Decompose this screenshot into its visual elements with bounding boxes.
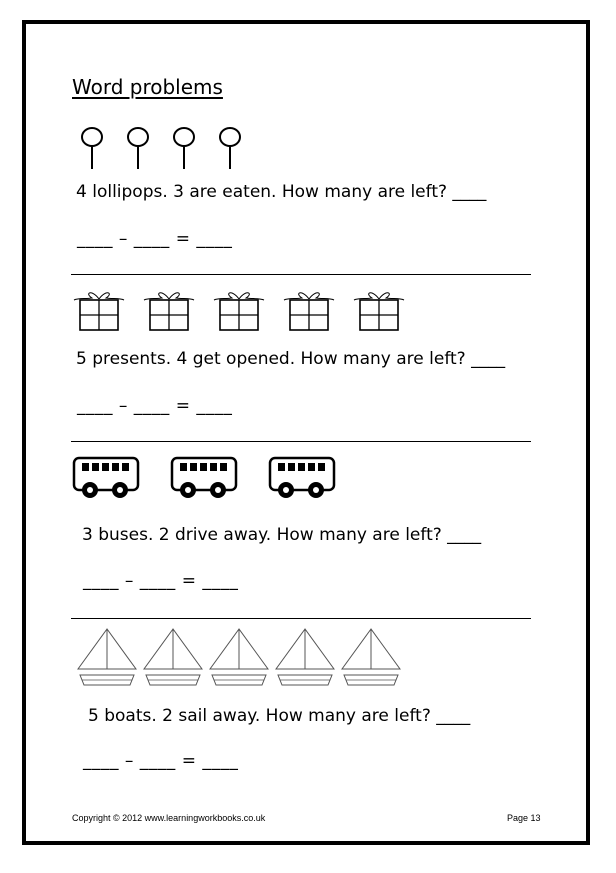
present-icon [214, 293, 264, 330]
boat-icon [342, 629, 400, 685]
question-presents: 5 presents. 4 get opened. How many are left? ____ [76, 349, 506, 369]
boat-icon [144, 629, 202, 685]
boat-pictures [76, 626, 406, 690]
equation-buses: ____ – ____ = ____ [83, 571, 239, 591]
equation-lollipops: ____ – ____ = ____ [77, 229, 233, 249]
lollipop-pictures [72, 125, 252, 173]
present-pictures [74, 288, 414, 334]
boat-icon [210, 629, 268, 685]
present-icon [144, 293, 194, 330]
question-boats: 5 boats. 2 sail away. How many are left? ____ [88, 706, 471, 726]
divider [71, 441, 531, 442]
present-icon [74, 293, 124, 330]
divider [71, 274, 531, 275]
page-number: Page 13 [507, 813, 541, 823]
question-buses: 3 buses. 2 drive away. How many are left? ____ [82, 525, 482, 545]
present-icon [354, 293, 404, 330]
page-title: Word problems [72, 75, 223, 99]
present-icon [284, 293, 334, 330]
divider [71, 618, 531, 619]
boat-icon [276, 629, 334, 685]
equation-presents: ____ – ____ = ____ [77, 396, 233, 416]
lollipop-icon [82, 128, 102, 169]
bus-pictures [72, 454, 342, 502]
boat-icon [78, 629, 136, 685]
bus-icon [270, 458, 334, 498]
bus-icon [74, 458, 138, 498]
lollipop-icon [220, 128, 240, 169]
question-lollipops: 4 lollipops. 3 are eaten. How many are left? ____ [76, 182, 487, 202]
lollipop-icon [128, 128, 148, 169]
bus-icon [172, 458, 236, 498]
equation-boats: ____ – ____ = ____ [83, 751, 239, 771]
copyright-text: Copyright © 2012 www.learningworkbooks.co.uk [72, 813, 266, 823]
lollipop-icon [174, 128, 194, 169]
